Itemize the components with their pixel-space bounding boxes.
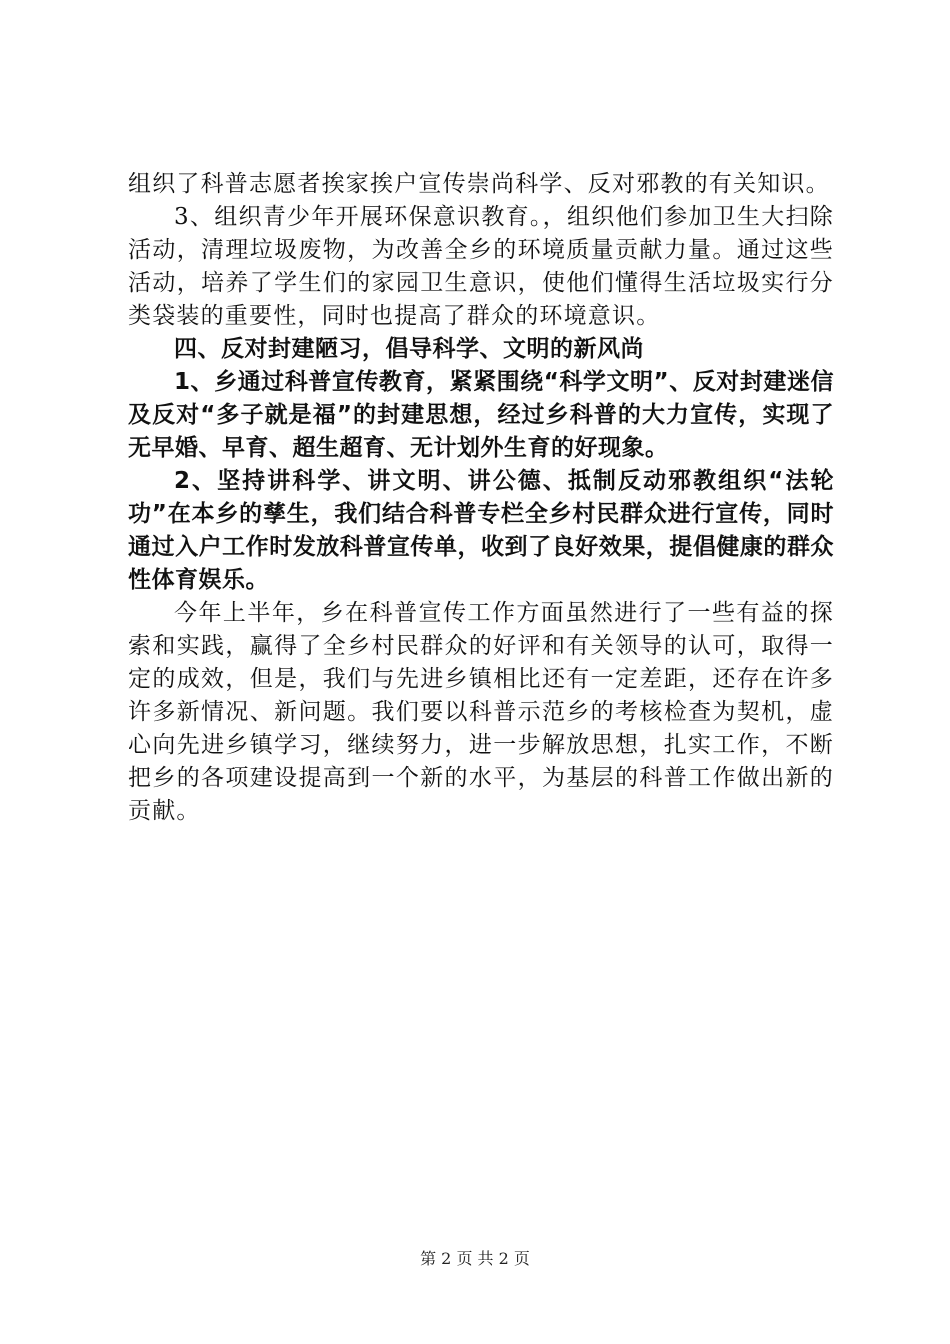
paragraph-item-2: 2、坚持讲科学、讲文明、讲公德、抵制反动邪教组织“法轮功”在本乡的孳生，我们结合科普专栏全乡村民群众进行宣传，同时通过入户工作时发放科普宣传单，收到了良好效果，提倡健康的群众性体育娱乐。 [128,468,834,593]
section-heading-4: 四、反对封建陋习，倡导科学、文明的新风尚 [174,336,644,362]
paragraph-item-1: 1、乡通过科普宣传教育，紧紧围绕“科学文明”、反对封建迷信及反对“多子就是福”的封建思想，经过乡科普的大力宣传，实现了无早婚、早育、超生超育、无计划外生育的好现象。 [128,369,834,461]
paragraph-environmental-education: 3、组织青少年开展环保意识教育。，组织他们参加卫生大扫除活动，清理垃圾废物，为改善全乡的环境质量贡献力量。通过这些活动，培养了学生们的家园卫生意识，使他们懂得生活垃圾实行分类袋装的重要性，同时也提高了群众的环境意识。 [128,204,834,329]
paragraph-summary: 今年上半年，乡在科普宣传工作方面虽然进行了一些有益的探索和实践，赢得了全乡村民群众的好评和有关领导的认可，取得一定的成效，但是，我们与先进乡镇相比还有一定差距，还存在许多许多新情况、新问题。我们要以科普示范乡的考核检查为契机，虚心向先进乡镇学习，继续努力，进一步解放思想，扎实工作，不断把乡的各项建设提高到一个新的水平，为基层的科普工作做出新的贡献。 [128,600,834,824]
page-footer: 第 2 页 共 2 页 [420,1249,530,1268]
paragraph-volunteers: 组织了科普志愿者挨家挨户宣传崇尚科学、反对邪教的有关知识。 [128,171,830,197]
document-body [128,168,834,828]
